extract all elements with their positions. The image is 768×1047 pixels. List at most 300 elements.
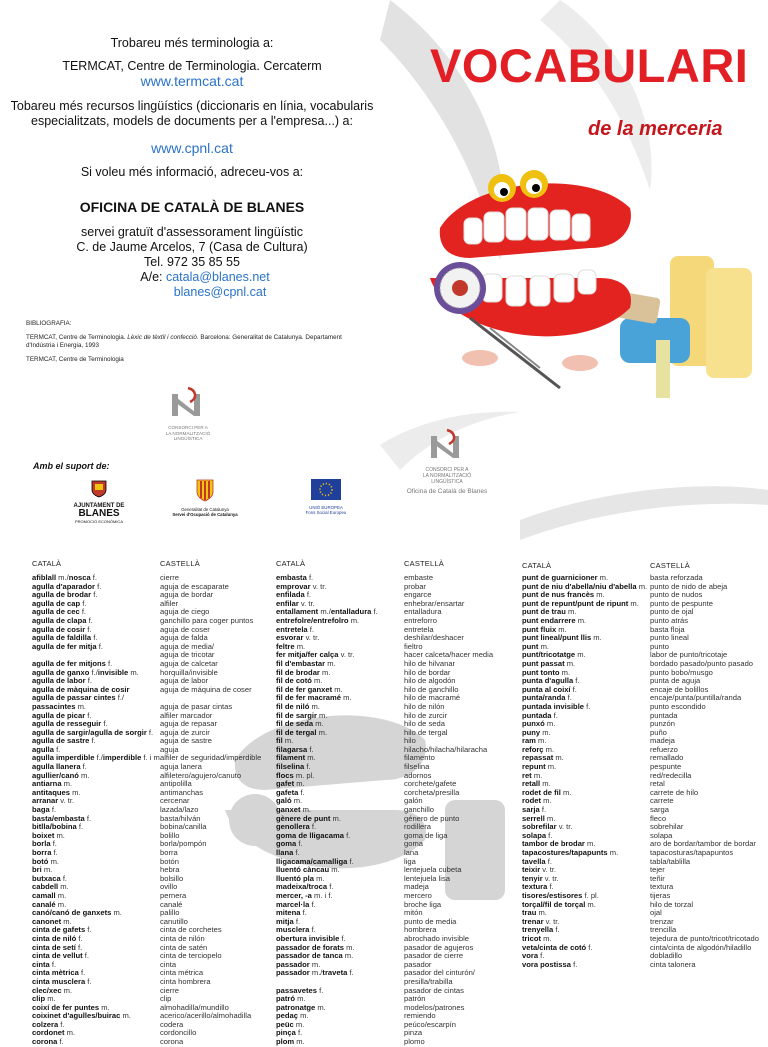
vocab-translation: trenzar [650,916,674,926]
vocab-translation: aguja de sastre [160,736,212,746]
term-grammar: f. [575,676,580,686]
vocab-translation: hilo de torzal [650,899,694,909]
term-word: punt de niu d'abella/niu d'abella [522,581,639,591]
term-grammar: m. [322,667,331,677]
term-word: solapa [522,830,549,840]
term-word: punt/tricotatge [522,650,578,660]
term-grammar: f. [148,727,154,737]
term-word: passavetes [276,985,320,995]
vocab-translation: aguja de labor [160,676,209,686]
term-grammar: v. tr. [312,581,327,591]
vocab-translation: solapa [650,830,673,840]
vocab-translation: galón [404,796,423,806]
eu-text-1: UNIÓ EUROPEA [309,505,343,510]
term-grammar: m. [586,839,596,849]
term-word: cinta [32,959,52,969]
term-grammar: m. [72,787,81,797]
term-grammar: f. [82,762,87,772]
term-word: puny [522,727,543,737]
eu-flag-icon [311,479,341,500]
term-word: tenyir [522,873,545,883]
vocab-translation: aguja de pasar cintas [160,701,233,711]
term-grammar: f. [87,624,92,634]
term-grammar: m. pl. [295,770,315,780]
term-grammar: m. [546,719,556,729]
term-grammar: m./ [311,968,323,978]
term-word: agullier/canó [32,770,81,780]
term-word: mitja [276,916,296,926]
term-word: entretela [276,624,310,634]
col1-header-catala: CATALÀ [32,559,62,568]
term-grammar: m. [344,951,354,961]
term-grammar: m. [596,590,605,600]
term-grammar: f. [56,744,61,754]
term-grammar: f. [53,848,58,857]
term-word: teixir [522,865,543,875]
vocab-translation: clip [160,994,172,1004]
generalitat-shield-icon [195,478,215,502]
term-word: nosca [68,573,93,582]
bibliography-ref-1 [26,334,366,342]
consorci-l1: CONSORCI PER A [168,425,208,430]
term-grammar: m. [558,624,567,634]
term-word: feltre [276,641,297,651]
termcat-text: TERMCAT, Centre de Terminologia. Cercaterm [62,59,322,73]
term-word: madeixa/troca [276,882,330,892]
term-grammar: f. [572,684,577,694]
vocab-translation: remallado [650,753,684,763]
term-grammar: f. [60,1019,65,1029]
office-title: OFICINA DE CATALÀ DE BLANES [79,199,305,215]
term-grammar: m. [319,710,328,720]
consorci-r-l1: CONSORCI PER A [425,467,469,473]
term-word: borla [32,839,53,849]
vocab-translation: basta/hilván [160,813,201,823]
term-grammar: f. [92,573,98,582]
term-word: borra [32,848,54,857]
vocab-translation: cinta de nilón [160,933,205,943]
vocab-translation: hilo [404,736,416,746]
term-grammar: m. [540,641,549,651]
term-word: agulla de resseguir [32,719,104,729]
term-word: repassat [522,753,556,763]
vocab-translation: punto de ojal [650,607,694,617]
term-grammar: m. [630,598,639,608]
vocab-translation: retal [650,779,665,789]
sewing-illustration [430,168,765,408]
vocab-translation: tapacosturas/tapapuntos [650,848,734,857]
term-word: punta d'agulla [522,676,576,686]
term-grammar: f. [553,710,558,720]
term-grammar: v. tr. [60,796,75,806]
term-grammar: m. [566,658,576,668]
consorci-office: Oficina de Català de Blanes [406,488,488,495]
term-word: fil de cotó [276,676,314,686]
term-word: agulla de cec [32,607,82,617]
term-word: agulla de picar [32,710,88,720]
vocab-translation: horquilla/invisible [160,667,218,677]
ajuntament-text-3: PROMOCIÓ ECONÒMICA [74,519,123,524]
vocab-translation: aguja de máquina de coser [160,684,252,694]
term-grammar: f. [541,805,547,815]
term-word: genollera [276,822,312,832]
bibliography [26,320,366,364]
term-grammar: m. [293,796,303,806]
term-grammar: m. [77,701,87,711]
vocab-translation: patrón [404,994,426,1004]
vocab-translation: filamento [404,753,435,763]
vocab-translation: antipolilla [160,779,192,789]
term-grammar: m. [47,994,56,1004]
term-word: pinça [276,1028,298,1038]
term-grammar: m. [63,779,73,789]
term-grammar: m. [56,830,65,840]
term-grammar: f. [103,719,108,729]
term-grammar: f. [540,951,545,961]
term-grammar: m. [587,899,596,909]
vocab-translation: hilacho/hilacha/hilaracha [404,744,488,754]
vocab-translation: aguja de media/ [160,641,215,651]
term-word: gafeta [276,787,301,797]
vocab-translation: cinta talonera [650,959,696,969]
term-grammar: m. [316,873,325,883]
vocab-translation: red/redecilla [650,770,692,780]
term-word: canalé [32,899,58,909]
vocab-translation: hilo de macramé [404,693,461,703]
term-word: ram [522,736,539,746]
vocab-translation: aguja de calcetar [160,658,218,668]
vocab-translation: punto escondido [650,701,706,711]
term-word: afiblall [32,573,59,582]
term-word: punta al coixí [522,684,573,694]
vocab-translation: entretela [404,624,434,634]
term-grammar: f. [93,633,98,643]
term-word: cinta musclera [32,976,88,986]
term-grammar: f./ [117,693,125,703]
vocab-translation: punto [650,641,670,651]
term-grammar: m. [561,667,571,677]
consorci-r-l3: LINGÜÍSTICA [431,479,463,485]
vocab-translation: cordoncillo [160,1028,197,1038]
email-link-2[interactable]: blanes@cpnl.cat [173,285,267,299]
term-word: repunt [522,762,548,772]
col2-header-catala: CATALÀ [276,559,306,568]
term-grammar: f. [78,933,83,943]
term-grammar: f. [78,822,84,832]
cpnl-link[interactable]: www.cpnl.cat [151,140,233,156]
term-word: fil de fer macramé [276,693,344,703]
info-block [0,36,384,300]
term-grammar: f. [573,959,578,969]
term-grammar: f. [311,899,316,909]
term-grammar: f. [97,581,102,591]
term-grammar: f. [82,598,87,608]
page-title: VOCABULARI [430,39,749,92]
term-grammar: v. tr. [300,598,315,608]
term-word: antiarna [32,779,64,789]
vocab-translation: broche liga [404,899,442,909]
term-word: traveta [322,968,350,978]
term-word: torçal/fil de torçal [522,899,588,909]
term-word: gafet [276,779,297,789]
vocab-translation: ganchillo para coger puntos [160,615,254,625]
term-word: punt lineal/punt llis [522,633,594,643]
term-word: retall [522,779,543,789]
vocab-translation: plomo [404,1037,425,1047]
vocab-translation: basta reforzada [650,573,703,582]
term-word: agulla de sargir/agulla de sorgir [32,727,149,737]
term-word: peüc [276,1019,296,1029]
term-word: rodet [522,796,544,806]
term-word: vora [522,951,541,961]
term-word: fil de seda [276,719,316,729]
term-word: plom [276,1037,297,1047]
term-grammar: f./ [91,667,98,677]
term-word: enfilar [276,598,301,608]
term-grammar: v. tr. [340,650,355,660]
vocab-translation: adornos [404,770,432,780]
term-grammar: m. [101,1002,110,1012]
vocab-translation: deshilar/deshacer [404,633,464,643]
vocab-translation: bobina/canilla [160,822,207,832]
vocab-translation: corona [160,1037,184,1047]
term-word: bri [32,865,44,875]
term-grammar: m. [311,959,321,969]
term-word: bitlla/bobina [32,822,79,832]
vocab-translation: hilo de seda [404,719,445,729]
term-grammar: f. [88,615,93,625]
vocab-translation: peúco/escarpín [404,1019,456,1029]
term-word: punt endarrere [522,615,578,625]
vocab-translation: ojal [650,908,662,918]
term-word: trenar [522,916,546,926]
consorci-logo-left [158,386,218,442]
term-grammar: v. tr. [305,633,320,643]
vocab-translation: punto de pespunte [650,598,713,608]
vocab-translation: carrete [650,796,674,806]
vocab-translation: hilo de algodón [404,676,456,686]
term-word: cabdell [32,882,61,892]
term-grammar: f. pl. [584,890,599,900]
term-word: mercer, -a [276,890,314,900]
term-grammar: m. [543,933,552,943]
term-grammar: m. [593,633,602,643]
vocab-translation: cinta [160,959,177,969]
vocab-translation: punto de nudos [650,590,703,600]
term-word: agulla de fer mitja [32,641,99,651]
address-line-3: Tel. 972 35 85 55 [144,255,240,269]
vocab-translation: hilo de ganchillo [404,684,459,694]
vocab-translation: acerico/acerillo/almohadilla [160,1011,252,1021]
col3-header-catala: CATALÀ [522,561,552,570]
term-word: punta/randa [522,693,568,703]
vocab-translation: trencilla [650,925,677,935]
vocab-translation: lazada/lazo [160,805,199,815]
term-grammar: f. [548,830,553,840]
vocab-translation: encaje/punta/puntilla/randa [650,693,742,703]
col1-header-castella: CASTELLÀ [160,559,200,568]
term-grammar: m. [60,882,69,892]
term-word: coixí de fer puntes [32,1002,102,1012]
consorci-r-l2: LA NORMALITZACIÓ [422,473,472,479]
term-grammar: m. [577,615,587,625]
vocab-translation: bordado pasado/punto pasado [650,658,754,668]
vocab-translation: corchete/gafete [404,779,457,789]
vocab-translation: cierre [160,985,179,995]
vocab-translation: carrete de hilo [650,787,699,797]
vocab-translation: basta floja [650,624,685,634]
generalitat-text-2: Servei d'Ocupació de Catalunya [172,512,238,517]
vocab-translation: aguja de falda [160,633,208,643]
term-grammar: f. [80,968,86,978]
term-word: cordonet [32,1028,67,1038]
generalitat-text-1: Generalitat de Catalunya [181,507,229,512]
term-word: obertura invisible [276,933,342,943]
email-link-1[interactable]: catala@blanes.net [165,270,270,284]
term-grammar: f. [555,925,560,935]
vocab-translation: sarga [650,805,669,815]
vocab-translation: botón [160,856,180,866]
term-grammar: f. [309,744,314,754]
term-grammar: m. [327,658,336,668]
vocab-translation: refuerzo [650,744,678,754]
vocab-translation: cinta de terciopelo [160,951,222,961]
vocab-translation: bolillo [160,830,180,840]
email-line-1 [0,270,384,285]
term-grammar: f. [306,762,311,772]
term-grammar: f. [87,676,92,686]
ref1-author: TERMCAT, Centre de Terminologia. [26,334,128,341]
term-word: invisible [97,667,131,677]
term-word: punt passat [522,658,567,668]
vocab-translation: goma [404,839,423,849]
vocab-translation: abrochado invisible [404,933,470,943]
term-grammar: v. tr. [542,865,557,875]
term-word: fil d'embastar [276,658,328,668]
term-word: mitena [276,908,303,918]
term-grammar: f. [59,1037,64,1047]
vocab-translation: cierre [160,573,179,582]
term-word: emprovar [276,581,313,591]
col3-header-castella: CASTELLÀ [650,561,690,570]
term-grammar: f. [349,856,354,866]
term-word: agulla llanera [32,762,83,772]
term-word: lluentó càncau [276,865,332,875]
term-grammar: f. [300,787,305,797]
vocab-translation: embaste [404,573,434,582]
term-grammar: f. [298,839,303,849]
vocab-translation: textura [650,882,674,892]
term-word: clip [32,994,48,1004]
term-grammar: m. [545,744,555,754]
vocab-translation: punto de nido de abeja [650,581,728,591]
term-grammar: f. i m. [143,753,162,763]
vocab-translation: punzón [650,719,675,729]
term-word: puntada invisible [522,701,587,711]
term-grammar: f. [329,882,334,892]
vocab-translation: hacer calceta/hacer media [404,650,494,660]
term-word: passador [276,959,312,969]
term-word: filagarsa [276,744,310,754]
term-word: cinta de gafets [32,925,88,935]
vocab-translation: hilo de hilvanar [404,658,456,668]
term-grammar: f. [295,916,301,926]
term-grammar: f. [87,925,92,935]
term-grammar: f. [297,1028,303,1038]
term-grammar: m. [63,916,72,926]
term-word: passador de forats [276,942,347,952]
vocab-translation: almohadilla/mundillo [160,1002,229,1012]
term-grammar: m. i f. [314,890,333,900]
term-grammar: m. [313,676,323,686]
term-word: canonet [32,916,64,926]
vocab-translation: lentejuela lisa [404,873,451,883]
term-word: tambor de brodar [522,839,587,849]
term-grammar: m. [63,985,73,995]
vocab-translation: alfiler marcador [160,710,213,720]
term-grammar: m./ [320,607,331,617]
consorci-l2: LA NORMALITZACIÓ [165,430,211,436]
term-word: antitaques [32,787,73,797]
term-word: boixet [32,830,57,840]
consorci-logo-right [395,428,499,495]
term-grammar: m. [577,650,586,660]
term-word: patró [276,994,298,1004]
vocab-translation: hilo de nilón [404,701,445,711]
address-line-2: C. de Jaume Arcelos, 7 (Casa de Cultura) [76,240,308,254]
term-word: agulla de cosir [32,624,88,634]
term-grammar: m. [546,813,556,823]
more-info-text: Si voleu més informació, adreceu-vos a: [80,165,304,179]
bibliography-heading: BIBLIOGRAFIA: [26,320,72,327]
eu-logo [296,479,356,515]
term-word: coixinet d'agulles/buirac [32,1011,123,1021]
vocab-translation: cercenar [160,796,190,806]
term-grammar: m. [296,641,306,651]
term-grammar: m. [43,865,53,875]
term-word: lluentó pla [276,873,317,883]
vocab-translation: remiendo [404,1011,436,1021]
term-word: filament [276,753,308,763]
term-grammar: f. [98,641,103,651]
email-label: A/e: [140,270,166,284]
vocab-translation: liga [404,856,416,866]
term-word: galó [276,796,294,806]
term-word: passador [276,968,312,978]
term-word: cinta mètrica [32,968,81,978]
vocab-translation: borra [160,848,178,857]
term-word: entallament [276,607,321,617]
term-word: passacintes [32,701,78,711]
term-grammar: f. [86,813,92,823]
vocab-translation: pasador [404,959,432,969]
vocab-translation: pinza [404,1028,423,1038]
term-word: goma [276,839,299,849]
term-grammar: m. [66,1028,76,1038]
termcat-link[interactable]: www.termcat.cat [140,73,244,89]
vocab-translation: cinta de satén [160,942,208,952]
term-grammar: f. [51,959,57,969]
vocab-translation: dobladillo [650,951,683,961]
term-grammar: f. [51,805,57,815]
term-grammar: f. [586,701,591,711]
term-grammar: m. [542,727,551,737]
term-word: corona [32,1037,60,1047]
term-word: cinta de setí [32,942,79,952]
vocab-translation: fieltro [404,641,423,651]
vocab-translation: codera [160,1019,184,1029]
term-word: marcel·la [276,899,312,909]
